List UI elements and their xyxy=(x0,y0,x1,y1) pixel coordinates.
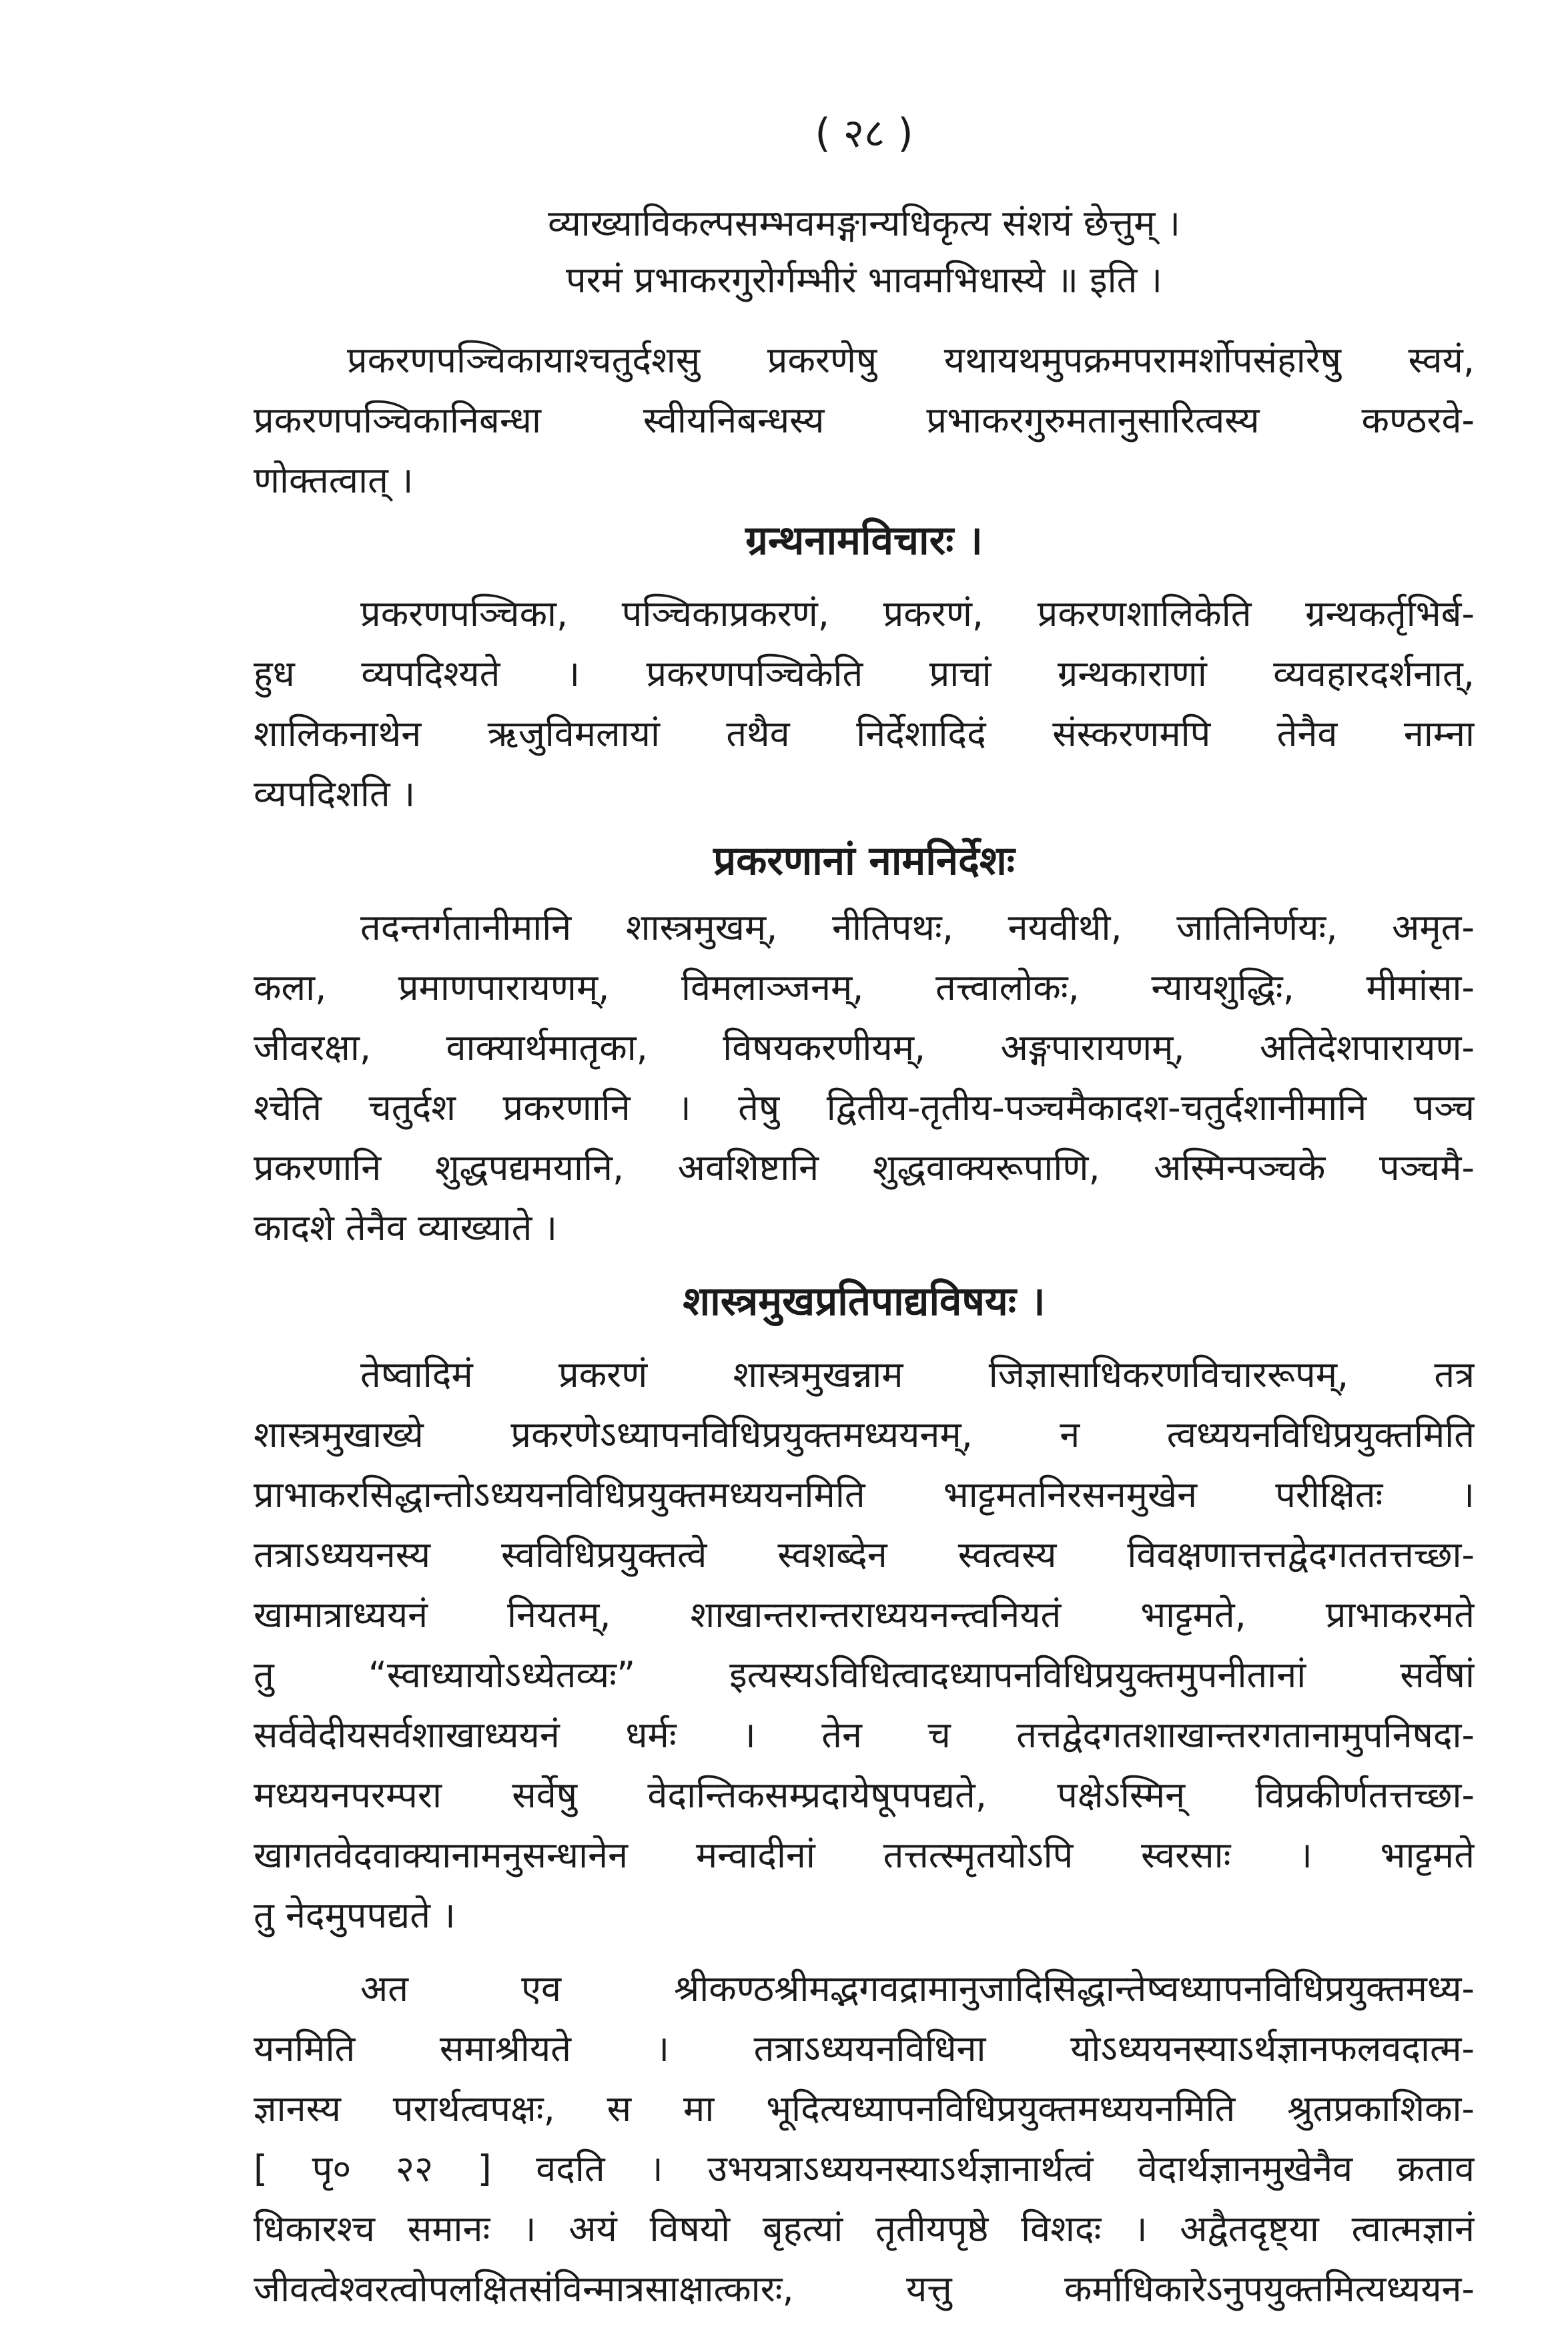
paragraph-line: ज्ञानस्य परार्थत्वपक्षः, स मा भूदित्यध्यापनविधिप्रयुक्तमध्ययनमिति श्रुतप्रकाशिका- xyxy=(254,2088,1475,2130)
page-number: ( २८ ) xyxy=(815,110,913,157)
paragraph-line: श्चेति चतुर्दश प्रकरणानि । तेषु द्वितीय-तृतीय-पञ्चमैकादश-चतुर्दशानीमानि पञ्च xyxy=(254,1087,1475,1129)
paragraph-line: प्रकरणानि शुद्धपद्यमयानि, अवशिष्टानि शुद्धवाक्यरूपाणि, अस्मिन्पञ्चके पञ्चमै- xyxy=(254,1147,1475,1189)
paragraph-line: तु नेदमुपपद्यते । xyxy=(254,1894,456,1936)
section-heading: ग्रन्थनामविचारः । xyxy=(745,517,983,564)
paragraph-line: तदन्तर्गतानीमानि शास्त्रमुखम्, नीतिपथः, नयवीथी, जातिनिर्णयः, अमृत- xyxy=(360,906,1475,948)
paragraph-line: तत्राऽध्ययनस्य स्वविधिप्रयुक्तत्वे स्वशब्देन स्वत्वस्य विवक्षणात्तत्तद्वेदगततत्तच्छा- xyxy=(254,1534,1475,1576)
section-heading: शास्त्रमुखप्रतिपाद्यविषयः । xyxy=(683,1278,1046,1325)
paragraph-line: प्राभाकरसिद्धान्तोऽध्ययनविधिप्रयुक्तमध्ययनमिति भाट्टमतनिरसनमुखेन परीक्षितः । xyxy=(254,1474,1475,1516)
paragraph-line: हुध व्यपदिश्यते । प्रकरणपञ्चिकेति प्राचां ग्रन्थकाराणां व्यवहारदर्शनात्, xyxy=(254,653,1475,695)
paragraph-line: जीवरक्षा, वाक्यार्थमातृका, विषयकरणीयम्, अङ्गपारायणम्, अतिदेशपारायण- xyxy=(254,1027,1475,1069)
paragraph-line: कला, प्रमाणपारायणम्, विमलाञ्जनम्, तत्त्वालोकः, न्यायशुद्धिः, मीमांसा- xyxy=(254,966,1475,1008)
paragraph-line: प्रकरणपञ्चिका, पञ्चिकाप्रकरणं, प्रकरणं, प्रकरणशालिकेति ग्रन्थकर्तृभिर्ब- xyxy=(360,593,1475,635)
paragraph-line: व्यपदिशति । xyxy=(254,773,416,815)
paragraph-line: अत एव श्रीकण्ठश्रीमद्भगवद्रामानुजादिसिद्धान्तेष्वध्यापनविधिप्रयुक्तमध्य- xyxy=(360,1968,1475,2010)
paragraph-line: धिकारश्च समानः । अयं विषयो बृहत्यां तृतीयपृष्ठे विशदः । अद्वैतदृष्ट्या त्वात्मज्ञानं xyxy=(254,2208,1475,2250)
paragraph-line: [ पृ० २२ ] वदति । उभयत्राऽध्ययनस्याऽर्थज्ञानार्थत्वं वेदार्थज्ञानमुखेनैव क्रताव xyxy=(254,2148,1475,2190)
paragraph-line: शालिकनाथेन ऋजुविमलायां तथैव निर्देशादिदं संस्करणमपि तेनैव नाम्ना xyxy=(254,713,1475,755)
verse-line: परमं प्रभाकरगुरोर्गम्भीरं भावमभिधास्ये ॥ इति । xyxy=(565,259,1163,301)
paragraph-line: मध्ययनपरम्परा सर्वेषु वेदान्तिकसम्प्रदायेषूपपद्यते, पक्षेऽस्मिन् विप्रकीर्णतत्तच्छा- xyxy=(254,1774,1475,1816)
section-heading: प्रकरणानां नामनिर्देशः xyxy=(713,838,1015,884)
paragraph-line: तु “स्वाध्यायोऽध्येतव्यः” इत्यस्यऽविधित्वादध्यापनविधिप्रयुक्तमुपनीतानां सर्वेषां xyxy=(254,1654,1475,1696)
paragraph-line: जीवत्वेश्वरत्वोपलक्षितसंविन्मात्रसाक्षात्कारः, यत्तु कर्माधिकारेऽनुपयुक्तमित्यध्ययन- xyxy=(254,2268,1475,2310)
paragraph-line: खामात्राध्ययनं नियतम्, शाखान्तरान्तराध्ययनन्त्वनियतं भाट्टमते, प्राभाकरमते xyxy=(254,1594,1475,1636)
verse-line: व्याख्याविकल्पसम्भवमङ्गान्यधिकृत्य संशयं छेत्तुम् । xyxy=(547,202,1180,244)
paragraph-line: खागतवेदवाक्यानामनुसन्धानेन मन्वादीनां तत्तत्स्मृतयोऽपि स्वरसाः । भाट्टमते xyxy=(254,1834,1475,1876)
paragraph-line: प्रकरणपञ्चिकानिबन्धा स्वीयनिबन्धस्य प्रभाकरगुरुमतानुसारित्वस्य कण्ठरवे- xyxy=(254,399,1475,441)
paragraph-line: कादशे तेनैव व्याख्याते । xyxy=(254,1207,558,1249)
paragraph-line: णोक्तत्वात् । xyxy=(254,459,414,501)
paragraph-line: सर्ववेदीयसर्वशाखाध्ययनं धर्मः । तेन च तत्तद्वेदगतशाखान्तरगतानामुपनिषदा- xyxy=(254,1714,1475,1756)
paragraph-line: शास्त्रमुखाख्ये प्रकरणेऽध्यापनविधिप्रयुक्तमध्ययनम्, न त्वध्ययनविधिप्रयुक्तमिति xyxy=(254,1414,1475,1456)
paragraph-line: प्रकरणपञ्चिकायाश्चतुर्दशसु प्रकरणेषु यथायथमुपक्रमपरामर्शोपसंहारेषु स्वयं, xyxy=(347,339,1475,381)
paragraph-line: यनमिति समाश्रीयते । तत्राऽध्ययनविधिना योऽध्ययनस्याऽर्थज्ञानफलवदात्म- xyxy=(254,2028,1475,2070)
paragraph-line: तेष्वादिमं प्रकरणं शास्त्रमुखन्नाम जिज्ञासाधिकरणविचाररूपम्, तत्र xyxy=(360,1354,1475,1396)
